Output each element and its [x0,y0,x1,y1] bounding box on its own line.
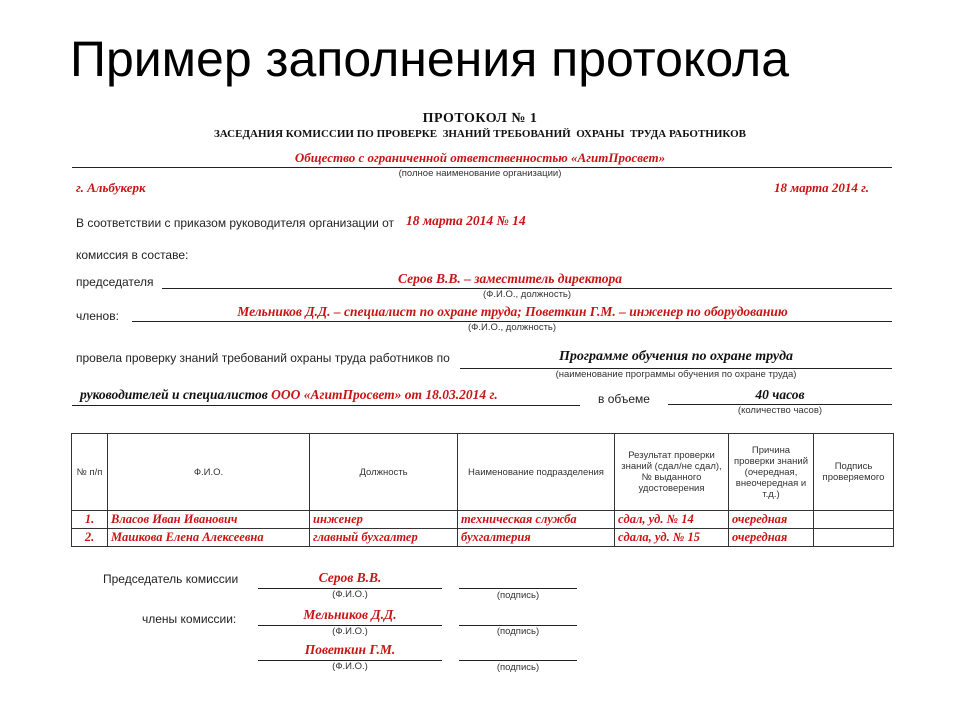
col-header-num: № п/п [72,434,108,511]
order-value: 18 марта 2014 № 14 [406,213,526,228]
cell-signature [814,529,894,547]
sign-chairman-fio-caption: (Ф.И.О.) [332,589,368,600]
city: г. Альбукерк [76,180,146,195]
cell-position: инженер [310,511,458,529]
sign-member2-fio-caption: (Ф.И.О.) [332,661,368,672]
program-cont [80,387,498,403]
program-cont-text: руководителей и специалистов [80,387,268,402]
protocol-subtitle: ЗАСЕДАНИЯ КОМИССИИ ПО ПРОВЕРКЕ ЗНАНИЙ ТРЕБОВАНИЙ ОХРАНЫ ТРУДА РАБОТНИКОВ [213,128,747,140]
sign-member1-fio-caption: (Ф.И.О.) [332,626,368,637]
chairman-label: председателя [76,275,154,289]
volume-value: 40 часов [755,387,805,402]
members-caption: (Ф.И.О., должность) [467,322,557,333]
members-label: членов: [76,309,119,323]
protocol-date: 18 марта 2014 г. [774,180,869,195]
table-header-row [72,434,894,511]
cell-result: сдала, уд. № 15 [615,529,729,547]
table-row [72,511,894,529]
volume-caption: (количество часов) [737,405,823,416]
sign-chairman-sign-caption: (подпись) [496,590,540,601]
sign-member2-name: Поветкин Г.М. [304,642,396,657]
check-text: провела проверку знаний требований охраны труда работников по [76,351,450,365]
col-header-signature: Подпись проверяемого [814,434,894,511]
col-header-reason: Причина проверки знаний (очередная, внеочередная и т.д.) [729,434,814,511]
sign-members-label: члены комиссии: [142,612,237,626]
col-header-department: Наименование подразделения [458,434,615,511]
sign-chairman-sign-line [459,588,577,589]
org-caption: (полное наименование организации) [398,168,562,179]
order-text: В соответствии с приказом руководителя организации от [76,216,395,230]
cell-reason: очередная [729,511,814,529]
results-table [71,433,894,547]
chairman-caption: (Ф.И.О., должность) [482,289,572,300]
cell-num: 2. [72,529,108,547]
program-value: Программе обучения по охране труда [558,349,794,364]
members-value: Мельников Д.Д. – специалист по охране труда; Поветкин Г.М. – инженер по оборудованию [237,304,788,319]
sign-member1-name: Мельников Д.Д. [303,607,397,622]
col-header-fio: Ф.И.О. [108,434,310,511]
cell-signature [814,511,894,529]
col-header-position: Должность [310,434,458,511]
cell-result: сдал, уд. № 14 [615,511,729,529]
cell-department: бухгалтерия [458,529,615,547]
sign-chairman-name: Серов В.В. [318,570,382,585]
cell-fio: Власов Иван Иванович [108,511,310,529]
sign-member2-sign-line [459,660,577,661]
org-name: Общество с ограниченной ответственностью «АгитПросвет» [294,150,666,165]
sign-member1-sign-caption: (подпись) [496,626,540,637]
cell-fio: Машкова Елена Алексеевна [108,529,310,547]
program-cont-line [72,405,580,406]
chairman-value: Серов В.В. – заместитель директора [398,271,622,286]
protocol-title: ПРОТОКОЛ № 1 [422,111,538,126]
commission-text: комиссия в составе: [76,248,189,262]
cell-num: 1. [72,511,108,529]
table-row [72,529,894,547]
program-caption: (наименование программы обучения по охране труда) [555,369,797,380]
volume-label: в объеме [598,392,650,406]
sign-chairman-label: Председатель комиссии [103,572,239,586]
slide-title: Пример заполнения протокола [70,31,790,87]
cell-department: техническая служба [458,511,615,529]
cell-reason: очередная [729,529,814,547]
program-cont-red: ООО «АгитПросвет» от 18.03.2014 г. [271,387,498,402]
col-header-result: Результат проверки знаний (сдал/не сдал), № выданного удостоверения [615,434,729,511]
sign-member2-sign-caption: (подпись) [496,662,540,673]
cell-position: главный бухгалтер [310,529,458,547]
